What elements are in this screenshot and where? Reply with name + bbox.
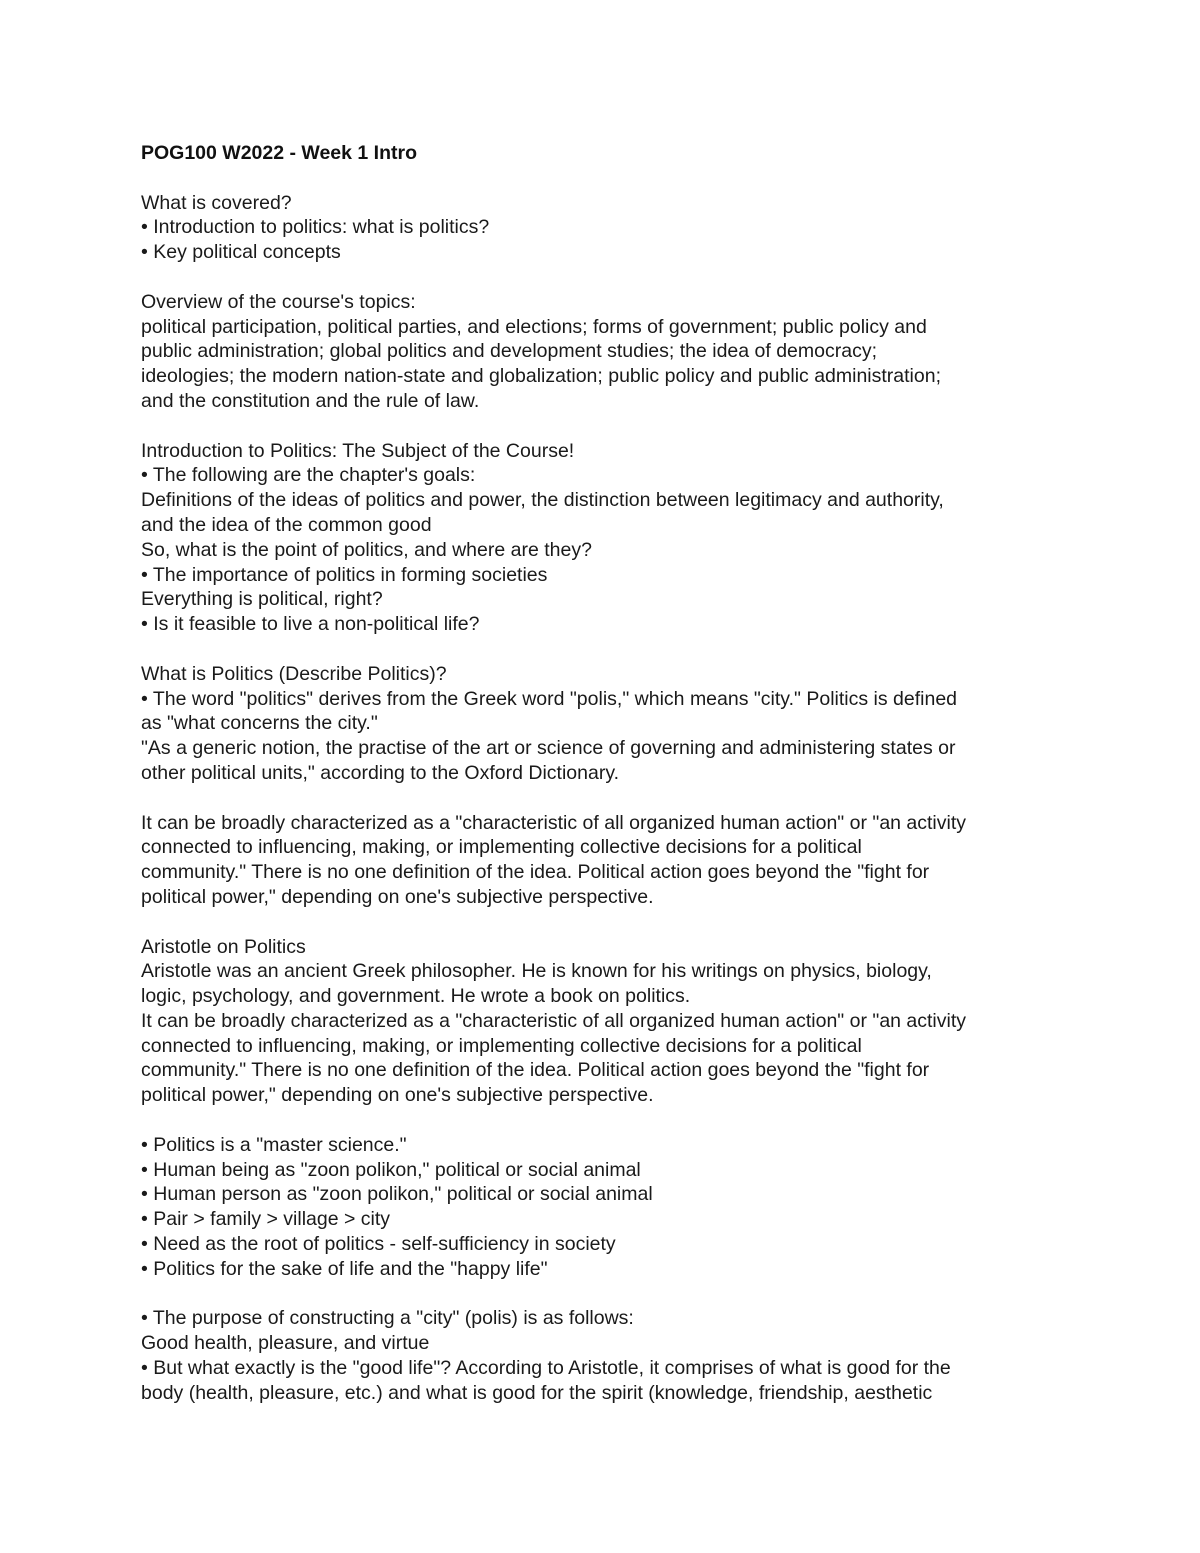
paragraph-gap <box>141 637 1071 662</box>
text-line: It can be broadly characterized as a "characteristic of all organized human action" or "an activity <box>141 811 967 834</box>
paragraph-gap <box>141 1282 1071 1307</box>
text-line: community." There is no one definition of the idea. Political action goes beyond the "fight for <box>141 1059 930 1082</box>
text-line: • Politics for the sake of life and the "happy life" <box>141 1257 548 1280</box>
text-line: • The word "politics" derives from the Greek word "polis," which means "city." Politics is defined <box>141 687 958 710</box>
text-line: What is Politics (Describe Politics)? <box>141 662 447 685</box>
text-line: other political units," according to the Oxford Dictionary. <box>141 761 620 784</box>
text-line: • Is it feasible to live a non-political life? <box>141 613 480 636</box>
text-line: Good health, pleasure, and virtue <box>141 1332 430 1355</box>
text-line: connected to influencing, making, or implementing collective decisions for a political <box>141 836 862 859</box>
text-line: and the constitution and the rule of law. <box>141 389 480 412</box>
document-lines <box>141 191 1071 1406</box>
text-line: Aristotle on Politics <box>141 935 306 958</box>
paragraph-gap <box>141 414 1071 439</box>
text-line: • Human being as "zoon polikon," political or social animal <box>141 1158 641 1181</box>
text-line: and the idea of the common good <box>141 513 432 536</box>
text-line: • Need as the root of politics - self-sufficiency in society <box>141 1233 616 1256</box>
text-line: body (health, pleasure, etc.) and what is good for the spirit (knowledge, friendship, aesthetic <box>141 1381 933 1404</box>
text-line: Introduction to Politics: The Subject of the Course! <box>141 439 575 462</box>
text-line: • The importance of politics in forming societies <box>141 563 548 586</box>
paragraph-gap <box>141 1108 1071 1133</box>
text-line: It can be broadly characterized as a "characteristic of all organized human action" or "an activity <box>141 1009 967 1032</box>
text-line: • The following are the chapter's goals: <box>141 464 476 487</box>
text-line: What is covered? <box>141 191 292 214</box>
text-line: as "what concerns the city." <box>141 712 378 735</box>
text-line: community." There is no one definition of the idea. Political action goes beyond the "fight for <box>141 861 930 884</box>
paragraph-gap <box>141 786 1071 811</box>
text-line: Overview of the course's topics: <box>141 290 416 313</box>
text-line: • Politics is a "master science." <box>141 1133 407 1156</box>
text-line: "As a generic notion, the practise of the art or science of governing and administering states or <box>141 737 956 760</box>
text-line: political power," depending on one's subjective perspective. <box>141 1084 654 1107</box>
text-line: public administration; global politics and development studies; the idea of democracy; <box>141 340 878 363</box>
text-line: • Human person as "zoon polikon," political or social animal <box>141 1183 653 1206</box>
text-line: Everything is political, right? <box>141 588 383 611</box>
text-line: connected to influencing, making, or implementing collective decisions for a political <box>141 1034 862 1057</box>
text-line: political power," depending on one's subjective perspective. <box>141 885 654 908</box>
document-title: POG100 W2022 - Week 1 Intro <box>141 142 417 164</box>
text-line: So, what is the point of politics, and where are they? <box>141 538 592 561</box>
text-line: Definitions of the ideas of politics and power, the distinction between legitimacy and authority, <box>141 489 944 512</box>
text-line: • The purpose of constructing a "city" (polis) is as follows: <box>141 1307 634 1330</box>
text-line: logic, psychology, and government. He wrote a book on politics. <box>141 985 691 1008</box>
text-line: Aristotle was an ancient Greek philosopher. He is known for his writings on physics, biology, <box>141 960 932 983</box>
document-body <box>141 141 1071 1406</box>
text-line: political participation, political parties, and elections; forms of government; public policy and <box>141 315 927 338</box>
text-line: • Introduction to politics: what is politics? <box>141 216 490 239</box>
paragraph-gap <box>141 265 1071 290</box>
text-line: • Key political concepts <box>141 241 341 264</box>
text-line: ideologies; the modern nation-state and globalization; public policy and public administration; <box>141 365 941 388</box>
text-line: • But what exactly is the "good life"? According to Aristotle, it comprises of what is good for the <box>141 1357 951 1380</box>
text-line: • Pair > family > village > city <box>141 1208 391 1231</box>
paragraph-gap <box>141 910 1071 935</box>
